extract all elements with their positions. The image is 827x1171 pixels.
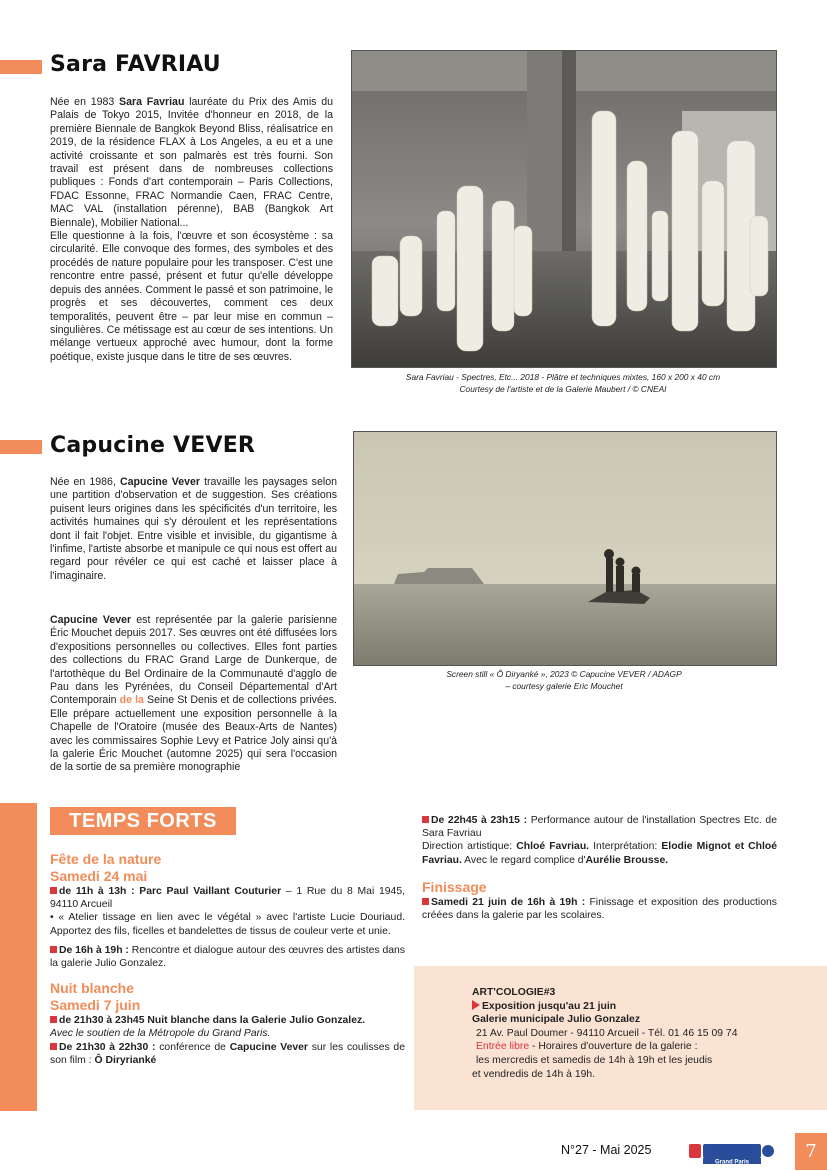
info-box-content (472, 986, 737, 1081)
event-text: conférence de (155, 1041, 230, 1053)
info-box (414, 966, 827, 1110)
bio-highlight: de la (116, 694, 144, 707)
regard-name: Aurélie Brousse. (585, 854, 669, 866)
event-time: De 21h30 à 22h30 : (59, 1041, 156, 1053)
event-workshop: • « Atelier tissage en lien avec le végétal » avec l'artiste Lucie Douriaud. Apportez des fils, ficelles et bandelettes de tissus de couleur verte et unie. (50, 912, 405, 937)
temps-forts-left-column (50, 851, 405, 1067)
artist1-bio (50, 96, 333, 364)
fete-date: Samedi 24 mai (50, 868, 148, 884)
artwork-caption-1 (351, 371, 775, 395)
artwork-photo-spectres (351, 50, 777, 368)
event-time: de 21h30 à 23h45 Nuit blanche dans la Galerie Julio Gonzalez. (59, 1015, 366, 1027)
event-text: sur les coulisses de son film : (50, 1041, 405, 1066)
event-time: de 11h à 13h : Parc Paul Vaillant Couturier (59, 886, 282, 897)
event-time: De 22h45 à 23h15 : (431, 815, 528, 826)
diryanke-image (354, 432, 776, 665)
temps-forts-side-block (0, 803, 37, 1111)
magazine-logo (689, 1142, 775, 1166)
info-address: 21 Av. Paul Doumer - 94110 Arcueil - Tél. 01 46 15 09 74 (476, 1027, 738, 1039)
artist2-representation-narrow (50, 614, 337, 775)
nuit-date: Samedi 7 juin (50, 997, 141, 1014)
info-gallery: Galerie municipale Julio Gonzalez (472, 1014, 641, 1026)
temps-forts-title: TEMPS FORTS (50, 807, 236, 835)
info-title: ART'COLOGIE#3 (472, 987, 556, 998)
logo-text: Grand Paris (714, 1159, 750, 1166)
event-text: Rencontre et dialogue autour des œuvres des artistes dans la galerie Julio Gonzalez. (50, 944, 405, 970)
bio-text-end: Seine St Denis et de collections privées. Elle prépare actuellement une exposition personnelle à la Chapelle de l'Oratoire (musée des Beaux-Arts de Nantes) avec les commissaires Sophie Levy et Patrice Joly ainsi qu'à la galerie Éric Mouchet (automne 2025) qui sera l'occasion de la sortie de sa première monographie (50, 694, 337, 774)
caption-1-line-2: Courtesy de l'artiste et de la Galerie Maubert / © CNEAI (459, 384, 667, 394)
spectres-image (352, 51, 776, 367)
page-number: 7 (795, 1133, 827, 1170)
bio-paragraph-2: Elle questionne à la fois, l'œuvre et son écosystème : sa circularité. Elle convoque des formes, des symboles et des procédés de nature populaire pour les transposer. C'est une rencontre entre passé, présent et futur qu'elle développe depuis des années. Comment le passé et son patrimoine, le progrès et ses découvertes, comment ces deux temporalités, peuvent être – par leur mise en commun – singulières. Ce métissage est au cœur de ses intentions. Un mélange vertueux approché avec humour, dont la forme poétique, existe jusque dans le titre de ses œuvres. (50, 230, 333, 363)
event-time: De 16h à 19h : (59, 944, 129, 956)
regard-label: Avec le regard complice d' (461, 854, 586, 866)
temps-forts-right-column (422, 814, 777, 922)
caption-2-line-1: Screen still « Ô Diryanké », 2023 © Capucine VEVER / ADAGP (446, 669, 682, 679)
info-entree: Entrée libre (476, 1041, 530, 1053)
event-film: Ô Diryrianké (94, 1054, 157, 1066)
event-text: Performance autour de l'installation Spectres Etc. de Sara Favriau (422, 815, 777, 840)
finissage-title: Finissage (422, 878, 487, 895)
event-text: Finissage et exposition des productions créées dans la galerie par les scolaires. (422, 896, 777, 922)
bullet-square-icon (50, 946, 57, 953)
bio-text: est représentée par la galerie parisienne Éric Mouchet depuis 2017. Ses œuvres ont été diffusées lors d'expositions personnelles ou collectives. Elles font parties des collections du FRAC Grand Large de Dunkerque, de l'artothèque du Bel Ordinaire de la Communauté d'agglo de Pau dans les Pyrénées, du Conseil Départemental d'Art Contemporain (50, 614, 337, 707)
info-hours-a: - Horaires d'ouverture de la galerie : (529, 1041, 698, 1053)
artist2-heading: Capucine VEVER (50, 433, 256, 458)
nuit-title: Nuit blanche (50, 980, 135, 997)
bio-intro: Née en 1986, (50, 476, 120, 488)
bio-name: Sara Favriau (119, 96, 185, 108)
bio-text: travaille les paysages selon une partition d'observation et de suggestion. Ses créations puisent leurs origines dans les spécificités d'un territoire, les activités humaines qui s'y déroulent et les représentations dont il fait l'objet. Entre visible et invisible, du gigantisme à l'infime, l'artiste absorbe et manipule ce qui nous est offert au regard pour révéler ce qui est caché et laisser place à l'imaginaire. (50, 476, 338, 582)
heading-accent-bar (0, 440, 42, 454)
artwork-photo-diryanke (353, 431, 777, 666)
bullet-square-icon (422, 816, 429, 823)
artwork-caption-2 (403, 668, 725, 692)
nuit-support: Avec le soutien de la Métropole du Grand Paris. (50, 1028, 271, 1040)
heading-accent-bar (0, 60, 42, 74)
event-text: – 1 Rue du 8 Mai 1945, 94110 Arcueil (50, 886, 405, 911)
magazine-logo-icon (689, 1142, 775, 1166)
info-expo: Exposition jusqu'au 21 juin (482, 1000, 617, 1012)
artist1-heading: Sara FAVRIAU (50, 52, 221, 77)
bullet-square-icon (50, 1016, 57, 1023)
interp-names: Elodie Mignot et Chloé Favriau. (422, 841, 777, 866)
caption-2-line-2: – courtesy galerie Eric Mouchet (505, 681, 623, 691)
bullet-square-icon (422, 898, 429, 905)
info-hours-b: les mercredis et samedis de 14h à 19h et les jeudis (476, 1054, 713, 1066)
issue-label: N°27 - Mai 2025 (561, 1143, 652, 1157)
direction-name: Chloé Favriau. (516, 841, 590, 853)
event-artist: Capucine Vever (229, 1041, 308, 1053)
caption-1-line-1: Sara Favriau - Spectres, Etc... 2018 - Plâtre et techniques mixtes, 160 x 200 x 40 cm (405, 372, 721, 382)
event-time: Samedi 21 juin de 16h à 19h : (431, 896, 586, 908)
bio-name: Capucine Vever (119, 476, 200, 488)
bullet-square-icon (50, 887, 57, 894)
bio-intro: Née en 1983 (50, 96, 120, 108)
bio-text: lauréate du Prix des Amis du Palais de Tokyo 2015, Invitée d'honneur en 2018, de la première Biennale de Bangkok Beyond Bliss, réalisatrice en 2019, de la résidence FLAX à Los Angeles, a eu et a une activité croissante et son palmarès est très fourni. Son travail est présent dans de nombreuses collections publiques : Fonds d'art contemporain – Paris Collections, FDAC Essonne, FRAC Normandie Caen, FRAC Centre, MAC VAL (installation pérenne), BAB (Bangkok Art Biennale), Mobilier National... (50, 96, 333, 229)
interp-label: Interprétation: (589, 841, 662, 853)
info-hours-c: et vendredis de 14h à 19h. (472, 1068, 596, 1080)
play-triangle-icon (472, 1000, 480, 1010)
bio-name: Capucine Vever (50, 614, 132, 626)
direction-label: Direction artistique: (422, 841, 517, 853)
fete-title: Fête de la nature (50, 851, 162, 867)
bullet-square-icon (50, 1043, 57, 1050)
artist2-bio (50, 476, 337, 583)
